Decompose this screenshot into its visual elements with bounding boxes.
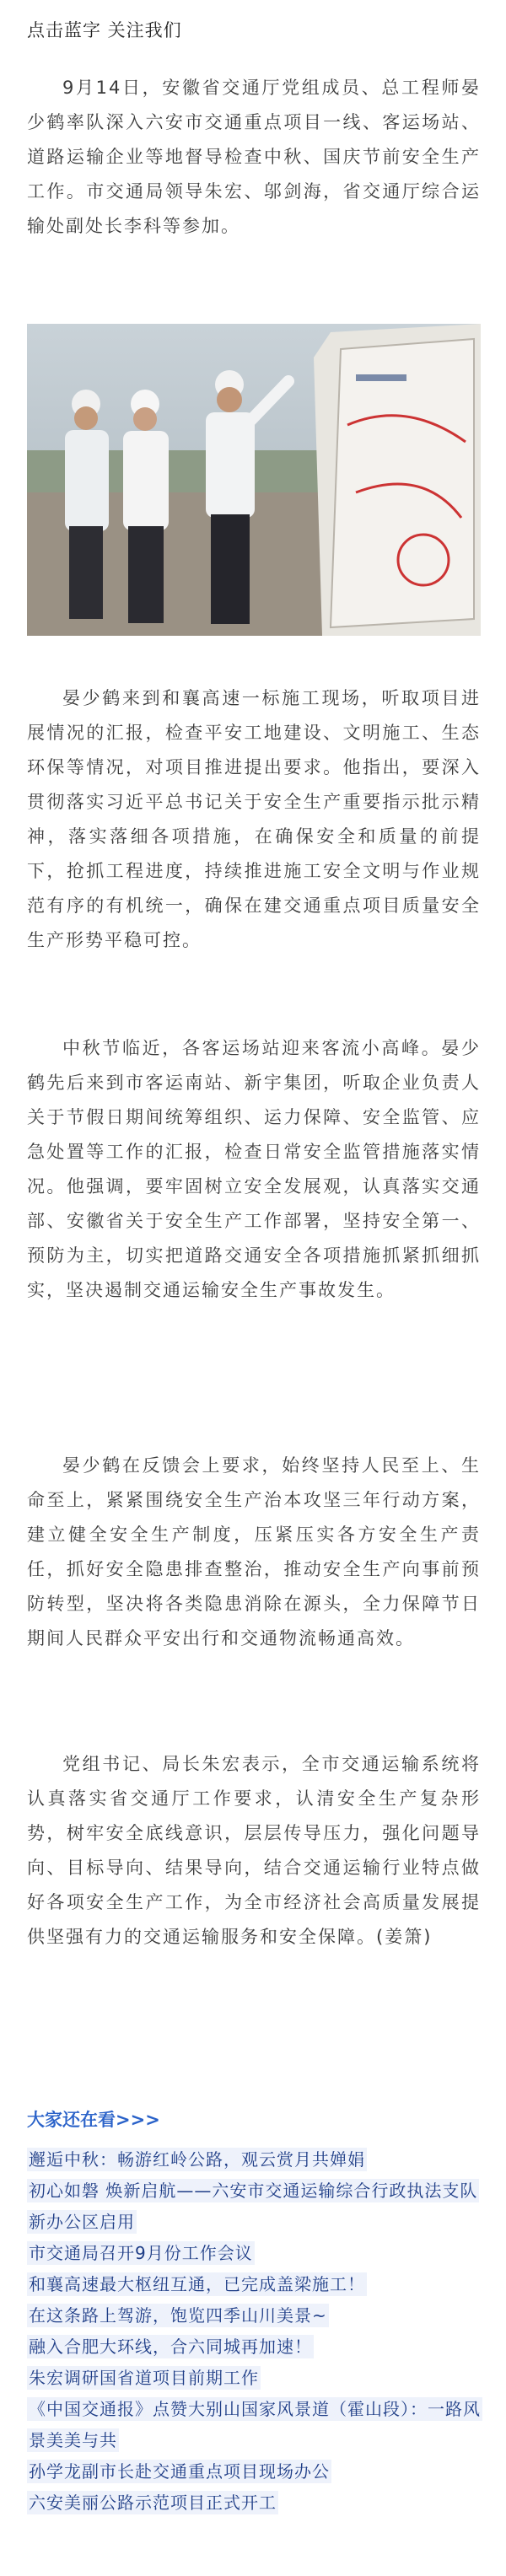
article-paragraph-3: 晏少鹤在反馈会上要求，始终坚持人民至上、生命至上，紧紧围绕安全生产治本攻坚三年行动方案，建立健全安全生产制度，压紧压实各方安全生产责任，抓好安全隐患排查整治，推动安全生产向事前预防转型，坚决将各类隐患消除在源头，全力保障节日期间人民群众平安出行和交通物流畅通高效。 [27, 1455, 481, 1648]
recommend-link[interactable]: 邂逅中秋：畅游红岭公路，观云赏月共婵娟 [29, 2149, 365, 2170]
recommend-link[interactable]: 市交通局召开9月份工作会议 [29, 2243, 253, 2263]
recommend-link-list [27, 2144, 481, 2519]
recommend-link[interactable]: 孙学龙副市长赴交通重点项目现场办公 [29, 2461, 330, 2482]
article-intro: 9月14日，安徽省交通厅党组成员、总工程师晏少鹤率队深入六安市交通重点项目一线、客运场站、道路运输企业等地督导检查中秋、国庆节前安全生产工作。市交通局领导朱宏、邬剑海，省交通厅综合运输处副处长李科等参加。 [27, 78, 481, 236]
recommend-heading: 大家还在看>>> [27, 2110, 160, 2130]
recommend-link[interactable]: 六安美丽公路示范项目正式开工 [29, 2493, 277, 2513]
article-paragraph-2: 中秋节临近，各客运场站迎来客流小高峰。晏少鹤先后来到市客运南站、新宇集团，听取企业负责人关于节假日期间统筹组织、运力保障、安全监管、应急处置等工作的汇报，检查日常安全监管措施落实情况。他强调，要牢固树立安全发展观，认真落实交通部、安徽省关于安全生产工作部署，坚持安全第一、预防为主，切实把道路交通安全各项措施抓紧抓细抓实，坚决遏制交通运输安全生产事故发生。 [27, 1038, 481, 1300]
recommend-link[interactable]: 在这条路上驾游，饱览四季山川美景~ [29, 2305, 327, 2326]
article-paragraph-1: 晏少鹤来到和襄高速一标施工现场，听取项目进展情况的汇报，检查平安工地建设、文明施工、生态环保等情况，对项目推进提出要求。他指出，要深入贯彻落实习近平总书记关于安全生产重要指示批示精神，落实落细各项措施，在确保安全和质量的前提下，抢抓工程进度，持续推进施工安全文明与作业规范有序的有机统一，确保在建交通重点项目质量安全生产形势平稳可控。 [27, 688, 481, 950]
recommend-link[interactable]: 初心如磐 焕新启航——六安市交通运输综合行政执法支队新办公区启用 [29, 2181, 478, 2232]
recommend-link[interactable]: 融入合肥大环线，合六同城再加速！ [29, 2337, 312, 2357]
recommend-link[interactable]: 《中国交通报》点赞大别山国家风景道（霍山段）：一路风景美美与共 [29, 2399, 481, 2450]
recommend-link[interactable]: 朱宏调研国省道项目前期工作 [29, 2368, 259, 2388]
article-paragraph-4: 党组书记、局长朱宏表示，全市交通运输系统将认真落实省交通厅工作要求，认清安全生产复杂形势，树牢安全底线意识，层层传导压力，强化问题导向、目标导向、结果导向，结合交通运输行业特点做好各项安全生产工作，为全市经济社会高质量发展提供坚强有力的交通运输服务和安全保障。(姜箫) [27, 1754, 481, 1947]
follow-us-text[interactable]: 点击蓝字 关注我们 [27, 20, 182, 40]
inspection-photo [27, 324, 481, 636]
recommend-link[interactable]: 和襄高速最大枢纽互通，已完成盖梁施工！ [29, 2274, 365, 2294]
